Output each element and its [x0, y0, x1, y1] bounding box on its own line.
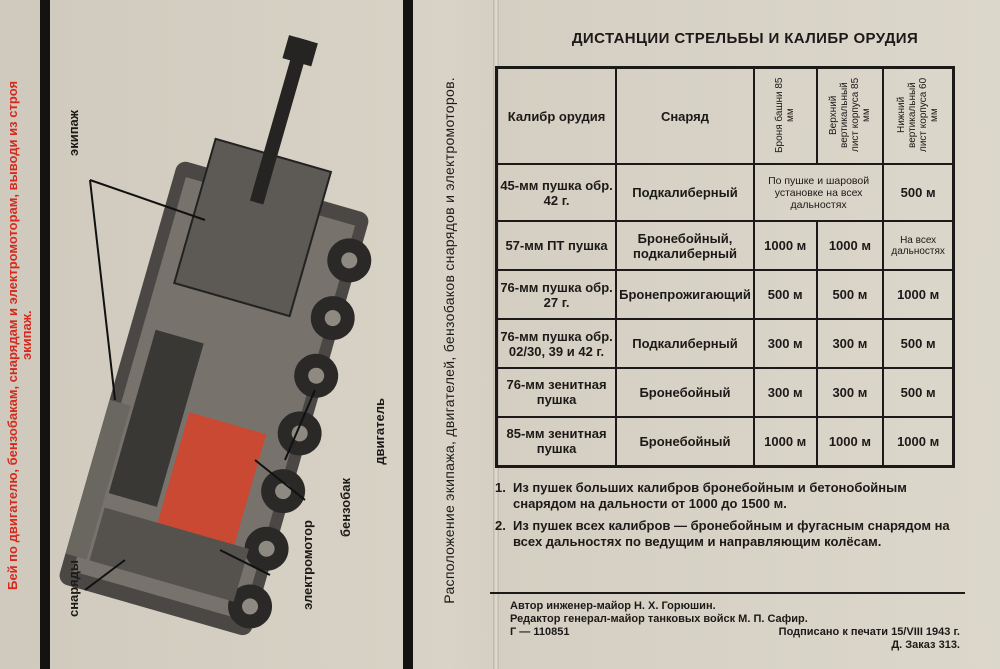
muzzle-brake — [282, 35, 317, 66]
cell-lower-plate: 1000 м — [883, 270, 953, 319]
cell-turret-armor: 1000 м — [754, 221, 817, 270]
left-panel-caption — [418, 40, 480, 640]
editor-line: Редактор генерал-майор танковых войск М. П. Сафир. — [510, 613, 808, 625]
cell-turret-armor: 500 м — [754, 270, 817, 319]
cell-upper-plate: 300 м — [817, 368, 884, 417]
cell-turret-armor: 1000 м — [754, 417, 817, 467]
footnote-number: 2. — [495, 518, 506, 533]
print-code: Г — 110851 — [510, 626, 570, 638]
cell-gun: 76-мм пушка обр. 27 г. — [497, 270, 617, 319]
cell-upper-plate: 1000 м — [817, 221, 884, 270]
cell-gun: 85-мм зенитная пушка — [497, 417, 617, 467]
table-row — [497, 270, 954, 319]
header-upper-plate: Верхний вертикальный лист корпуса 85 мм — [817, 68, 884, 165]
cell-turret-armor: 300 м — [754, 368, 817, 417]
cell-lower-plate: 500 м — [883, 164, 953, 221]
red-instruction-text: Бей по двигателю, бензобакам, снарядам и электромоторам, выводи из строя экипаж. — [5, 79, 34, 590]
table-row — [497, 164, 954, 221]
header-turret-armor: Броня башни 85 мм — [754, 68, 817, 165]
signed-to-print: Подписано к печати 15/VIII 1943 г. — [778, 626, 960, 638]
header-caliber: Калибр орудия — [497, 68, 617, 165]
header-lower-plate: Нижний вертикальный лист корпуса 60 мм — [883, 68, 953, 165]
label-crew: экипаж — [66, 110, 81, 156]
cell-shell: Подкалиберный — [616, 164, 754, 221]
caption-text: Расположение экипажа, двигателей, бензобаков снарядов и электромоторов. — [441, 76, 457, 604]
left-black-bar — [40, 0, 50, 669]
author-line: Автор инженер-майор Н. Х. Горюшин. — [510, 600, 716, 612]
footnote-text: Из пушек всех калибров — бронебойным и фугасным снарядом на всех дальностях по ведущим и направляющим колёсам. — [513, 518, 950, 549]
header-shell: Снаряд — [616, 68, 754, 165]
cell-upper-plate: 500 м — [817, 270, 884, 319]
footer-divider — [490, 592, 965, 594]
label-electric-motor: электромотор — [300, 520, 315, 610]
table-row — [497, 417, 954, 467]
order-number: Д. Заказ 313. — [891, 639, 960, 651]
cell-lower-plate: 1000 м — [883, 417, 953, 467]
label-fuel-tank: бензобак — [338, 478, 353, 537]
cell-upper-plate: 300 м — [817, 319, 884, 368]
imprint-footer — [510, 600, 960, 652]
right-black-bar — [403, 0, 413, 669]
firing-distance-table — [495, 66, 955, 468]
label-engine: двигатель — [372, 398, 387, 465]
footnotes — [495, 480, 965, 556]
cell-gun: 45-мм пушка обр. 42 г. — [497, 164, 617, 221]
cell-gun: 57-мм ПТ пушка — [497, 221, 617, 270]
print-info-row — [510, 626, 960, 639]
cell-merged-range: По пушке и шаровой установке на всех дальностях — [754, 164, 883, 221]
cell-shell: Бронепрожигающий — [616, 270, 754, 319]
cell-shell: Бронебойный — [616, 368, 754, 417]
cell-shell: Бронебойный — [616, 417, 754, 467]
cell-lower-plate: 500 м — [883, 368, 953, 417]
cell-gun: 76-мм пушка обр. 02/30, 39 и 42 г. — [497, 319, 617, 368]
cell-gun: 76-мм зенитная пушка — [497, 368, 617, 417]
cell-shell: Бронебойный, подкалиберный — [616, 221, 754, 270]
red-instruction-strip — [0, 0, 40, 669]
footnote-item — [495, 518, 965, 550]
footnote-number: 1. — [495, 480, 506, 495]
footnote-item — [495, 480, 965, 512]
cell-turret-armor: 300 м — [754, 319, 817, 368]
cell-lower-plate: На всех дальностях — [883, 221, 953, 270]
footnote-text: Из пушек больших калибров бронебойным и бетонобойным снарядом на дальности от 1000 до 1500 м. — [513, 480, 907, 511]
label-shells: снаряды — [66, 560, 81, 618]
tank-illustration — [55, 30, 395, 650]
table-row — [497, 221, 954, 270]
cell-lower-plate: 500 м — [883, 319, 953, 368]
cell-upper-plate: 1000 м — [817, 417, 884, 467]
table-header-row — [497, 68, 954, 165]
cell-shell: Подкалиберный — [616, 319, 754, 368]
table-row — [497, 319, 954, 368]
table-row — [497, 368, 954, 417]
table-title: ДИСТАНЦИИ СТРЕЛЬБЫ И КАЛИБР ОРУДИЯ — [571, 30, 919, 47]
